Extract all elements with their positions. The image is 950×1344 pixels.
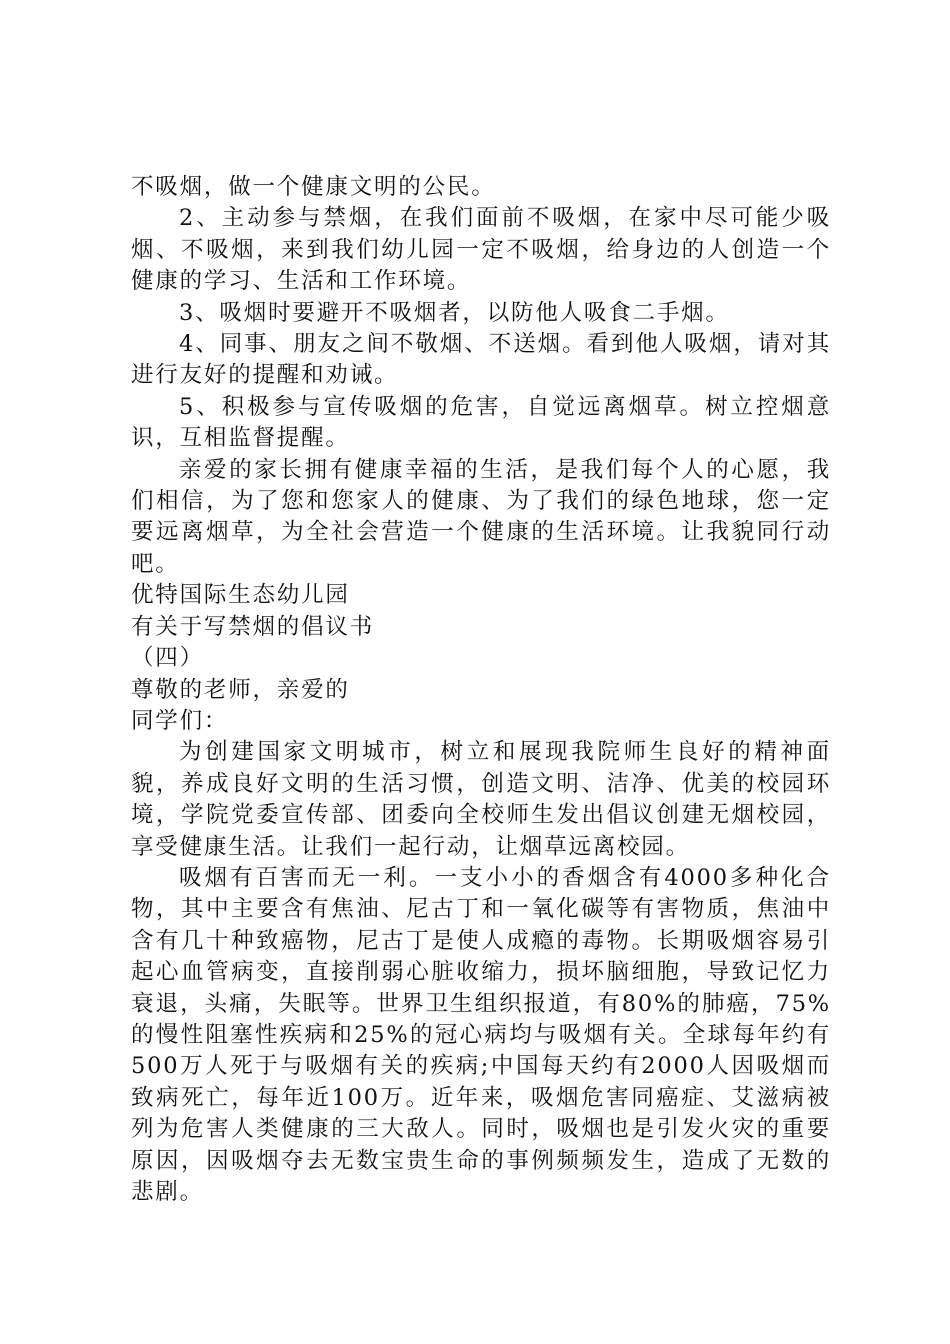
salutation-line-1: 尊敬的老师，亲爱的 [131,676,350,703]
paragraph-harms: 吸烟有百害而无一利。一支小小的香烟含有4000多种化合物，其中主要含有焦油、尼古丁和一氧化碳等有害物质，焦油中含有几十种致癌物，尼古丁是使人成瘾的毒物。长期吸烟容易引起心血管病变，直接削弱心脏收缩力，损坏脑细胞，导致记忆力衰退，头痛，失眠等。世界卫生组织报道，有80%的肺癌，75%的慢性阻塞性疾病和25%的冠心病均与吸烟有关。全球每年约有500万人死于与吸烟有关的疾病;中国每天约有2000人因吸烟而致病死亡，每年近100万。近年来，吸烟危害同癌症、艾滋病被列为危害人类健康的三大敌人。同时，吸烟也是引发火灾的重要原因，因吸烟夺去无数宝贵生命的事例频频发生，造成了无数的悲剧。 [131,864,831,1205]
paragraph-item-4: 4、同事、朋友之间不敬烟、不送烟。看到他人吸烟，请对其进行友好的提醒和劝诫。 [131,331,831,389]
signature-org: 优特国际生态幼儿园 [131,582,350,609]
paragraph-initiative: 为创建国家文明城市，树立和展现我院师生良好的精神面貌，养成良好文明的生活习惯，创造文明、洁净、优美的校园环境，学院党委宣传部、团委向全校师生发出倡议创建无烟校园，享受健康生活。让我们一起行动，让烟草远离校园。 [131,739,831,860]
section-title: 有关于写禁烟的倡议书 [131,613,375,640]
section-number: （四） [131,645,204,672]
paragraph-closing: 亲爱的家长拥有健康幸福的生活，是我们每个人的心愿，我们相信，为了您和您家人的健康、为了我们的绿色地球，您一定要远离烟草，为全社会营造一个健康的生活环境。让我貌同行动吧。 [131,456,831,577]
paragraph-item-5: 5、积极参与宣传吸烟的危害，自觉远离烟草。树立控烟意识，互相监督提醒。 [131,393,831,452]
paragraph-item-3: 3、吸烟时要避开不吸烟者，以防他人吸食二手烟。 [179,299,730,326]
paragraph-continuation: 不吸烟，做一个健康文明的公民。 [131,174,496,200]
paragraph-item-2: 2、主动参与禁烟，在我们面前不吸烟，在家中尽可能少吸烟、不吸烟，来到我们幼儿园一定不吸烟，给身边的人创造一个健康的学习、生活和工作环境。 [131,205,831,295]
document-body [131,172,831,1208]
salutation-line-2: 同学们： [131,707,229,734]
